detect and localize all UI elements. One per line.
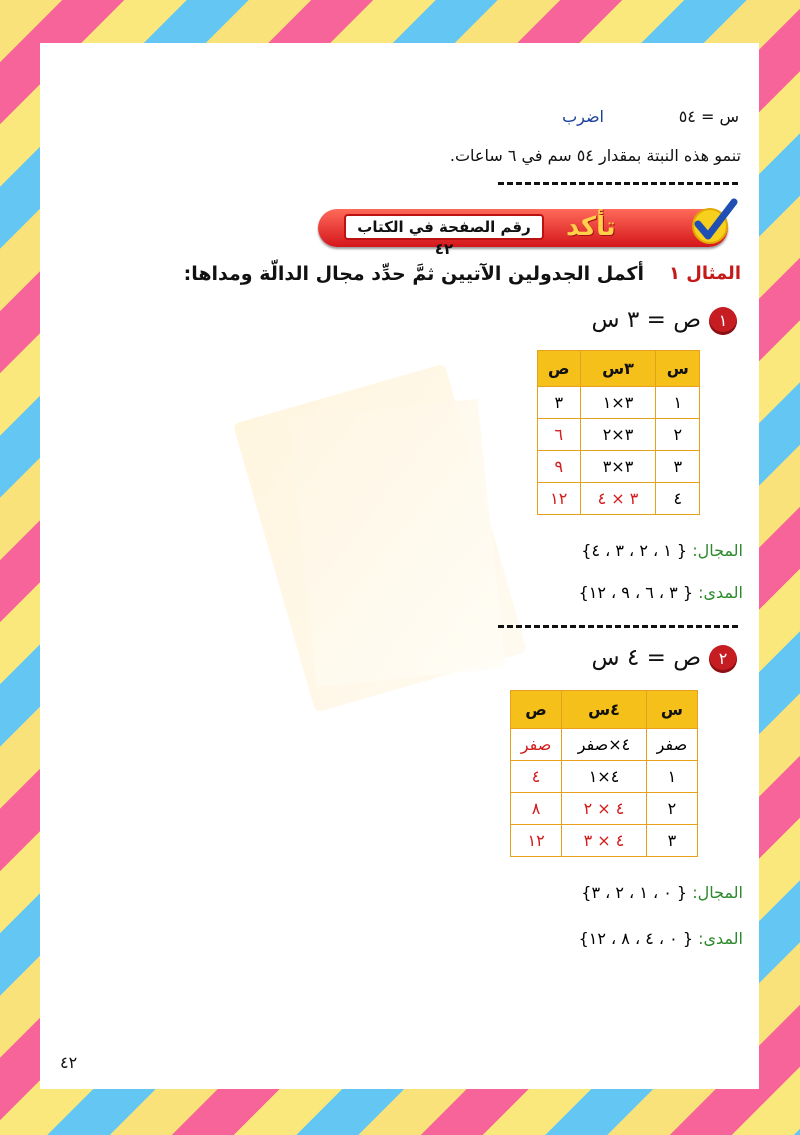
problem-2-equation: ص = ٤ س xyxy=(591,645,701,671)
header-expr: ٣س xyxy=(580,351,656,387)
header-y: ص xyxy=(538,351,581,387)
divider-2 xyxy=(498,625,738,628)
problem-1-table xyxy=(537,350,700,515)
operation-label: اضرب xyxy=(562,107,604,126)
banner-title: تأكد xyxy=(566,212,616,242)
divider-1 xyxy=(498,182,738,185)
header-y: ص xyxy=(511,691,562,729)
problem-1-domain: المجال: { ١ ، ٢ ، ٣ ، ٤} xyxy=(581,541,743,560)
example-instruction: أكمل الجدولين الآتيين ثمَّ حدِّد مجال الدالّة ومداها: xyxy=(183,263,644,285)
header-expr: ٤س xyxy=(562,691,647,729)
page xyxy=(40,43,759,1089)
conclusion-text: تنمو هذه النبتة بمقدار ٥٤ سم في ٦ ساعات. xyxy=(449,146,741,165)
table-row: ٤ ٤×١ ١ xyxy=(511,761,698,793)
checkmark-icon xyxy=(688,196,738,246)
table-row: ٦ ٣×٢ ٢ xyxy=(538,419,700,451)
problem-2-domain: المجال: { ٠ ، ١ ، ٢ ، ٣} xyxy=(581,883,743,902)
problem-1-number: ١ xyxy=(709,307,737,335)
equation-result: س = ٥٤ xyxy=(678,107,739,126)
confirm-banner xyxy=(318,209,728,258)
page-number: ٤٢ xyxy=(60,1053,78,1072)
header-x: س xyxy=(656,351,700,387)
table-row: ٣ ٣×١ ١ xyxy=(538,387,700,419)
problem-2-table xyxy=(510,690,698,857)
problem-1-equation: ص = ٣ س xyxy=(591,307,701,333)
table-row: ١٢ ٤ × ٣ ٣ xyxy=(511,825,698,857)
example-label: المثال ١ xyxy=(669,263,741,284)
table-row: ٨ ٤ × ٢ ٢ xyxy=(511,793,698,825)
problem-1-range: المدى: { ٣ ، ٦ ، ٩ ، ١٢} xyxy=(578,583,743,602)
problem-2-range: المدى: { ٠ ، ٤ ، ٨ ، ١٢} xyxy=(578,929,743,948)
table-row: ٩ ٣×٣ ٣ xyxy=(538,451,700,483)
table-row: ١٢ ٣ × ٤ ٤ xyxy=(538,483,700,515)
table-row: صفر ٤×صفر صفر xyxy=(511,729,698,761)
book-watermark-inner xyxy=(288,399,505,687)
problem-2-number: ٢ xyxy=(709,645,737,673)
header-x: س xyxy=(646,691,697,729)
page-reference: رقم الصفحة في الكتاب ٤٢ xyxy=(344,214,544,240)
